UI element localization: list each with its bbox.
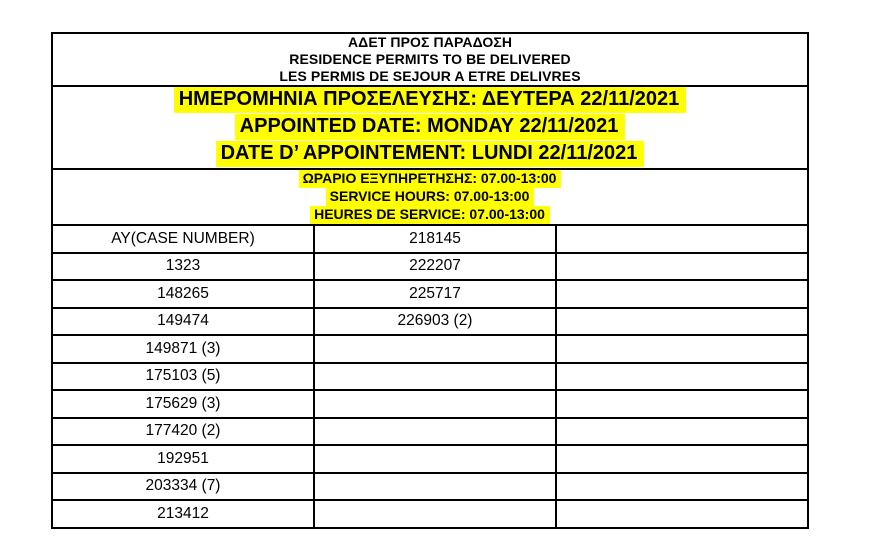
title-line-french: LES PERMIS DE SEJOUR A ETRE DELIVRES: [279, 68, 581, 84]
table-row: [52, 253, 808, 281]
empty-cell: [556, 500, 808, 528]
highlighted-text: HEURES DE SERVICE: 07.00-13:00: [310, 206, 550, 224]
title-cell: [52, 33, 808, 86]
table-row: [52, 308, 808, 336]
appointed-date-cell: [52, 86, 808, 169]
case-number-cell: 226903 (2): [314, 308, 556, 336]
case-number-cell: 175629 (3): [52, 390, 314, 418]
empty-cell: [556, 335, 808, 363]
empty-cell: [314, 363, 556, 391]
empty-cell: [314, 473, 556, 501]
highlighted-text: DATE D’ APPOINTEMENT: LUNDI 22/11/2021: [216, 141, 645, 167]
empty-cell: [314, 335, 556, 363]
case-number-cell: 149474: [52, 308, 314, 336]
highlighted-text: ΩΡΑΡΙΟ ΕΞΥΠΗΡΕΤΗΣΗΣ: 07.00-13:00: [299, 170, 562, 188]
appointed-date-line: [53, 141, 807, 168]
title-line-greek: ΑΔΕΤ ΠΡΟΣ ΠΑΡΑΔΟΣΗ: [347, 34, 513, 50]
table-row: [52, 335, 808, 363]
table-row: [52, 280, 808, 308]
highlighted-text: SERVICE HOURS: 07.00-13:00: [326, 188, 535, 206]
table-row: [52, 225, 808, 253]
permits-table: [51, 32, 809, 529]
table-row: [52, 418, 808, 446]
service-hours-line: [53, 170, 807, 188]
case-number-cell: 149871 (3): [52, 335, 314, 363]
empty-cell: [556, 473, 808, 501]
case-number-cell: 203334 (7): [52, 473, 314, 501]
service-hours-line: [53, 206, 807, 224]
case-number-cell: 177420 (2): [52, 418, 314, 446]
appointed-date-line: [53, 87, 807, 114]
empty-cell: [556, 225, 808, 253]
service-hours-cell: [52, 169, 808, 225]
appointed-date-row: [52, 86, 808, 169]
table-row: [52, 473, 808, 501]
empty-cell: [556, 390, 808, 418]
case-number-cell: 225717: [314, 280, 556, 308]
case-number-cell: 148265: [52, 280, 314, 308]
table-row: [52, 500, 808, 528]
service-hours-line: [53, 188, 807, 206]
empty-cell: [556, 363, 808, 391]
case-number-cell: 1323: [52, 253, 314, 281]
empty-cell: [556, 280, 808, 308]
highlighted-text: APPOINTED DATE: MONDAY 22/11/2021: [235, 114, 626, 140]
empty-cell: [556, 445, 808, 473]
case-number-cell: 192951: [52, 445, 314, 473]
title-line-english: RESIDENCE PERMITS TO BE DELIVERED: [289, 51, 571, 67]
empty-cell: [314, 500, 556, 528]
case-number-cell: 175103 (5): [52, 363, 314, 391]
table-row: [52, 363, 808, 391]
case-number-cell: 213412: [52, 500, 314, 528]
empty-cell: [556, 418, 808, 446]
empty-cell: [314, 418, 556, 446]
service-hours-row: [52, 169, 808, 225]
empty-cell: [556, 253, 808, 281]
table-row: [52, 390, 808, 418]
title-row: [52, 33, 808, 86]
empty-cell: [556, 308, 808, 336]
case-number-column-header: AY(CASE NUMBER): [52, 225, 314, 253]
highlighted-text: ΗΜΕΡΟΜΗΝΙΑ ΠΡΟΣΕΛΕΥΣΗΣ: ΔΕΥΤΕΡΑ 22/11/2021: [174, 87, 687, 113]
empty-cell: [314, 445, 556, 473]
empty-cell: [314, 390, 556, 418]
case-number-cell: 218145: [314, 225, 556, 253]
table-row: [52, 445, 808, 473]
case-number-cell: 222207: [314, 253, 556, 281]
appointed-date-line: [53, 114, 807, 141]
